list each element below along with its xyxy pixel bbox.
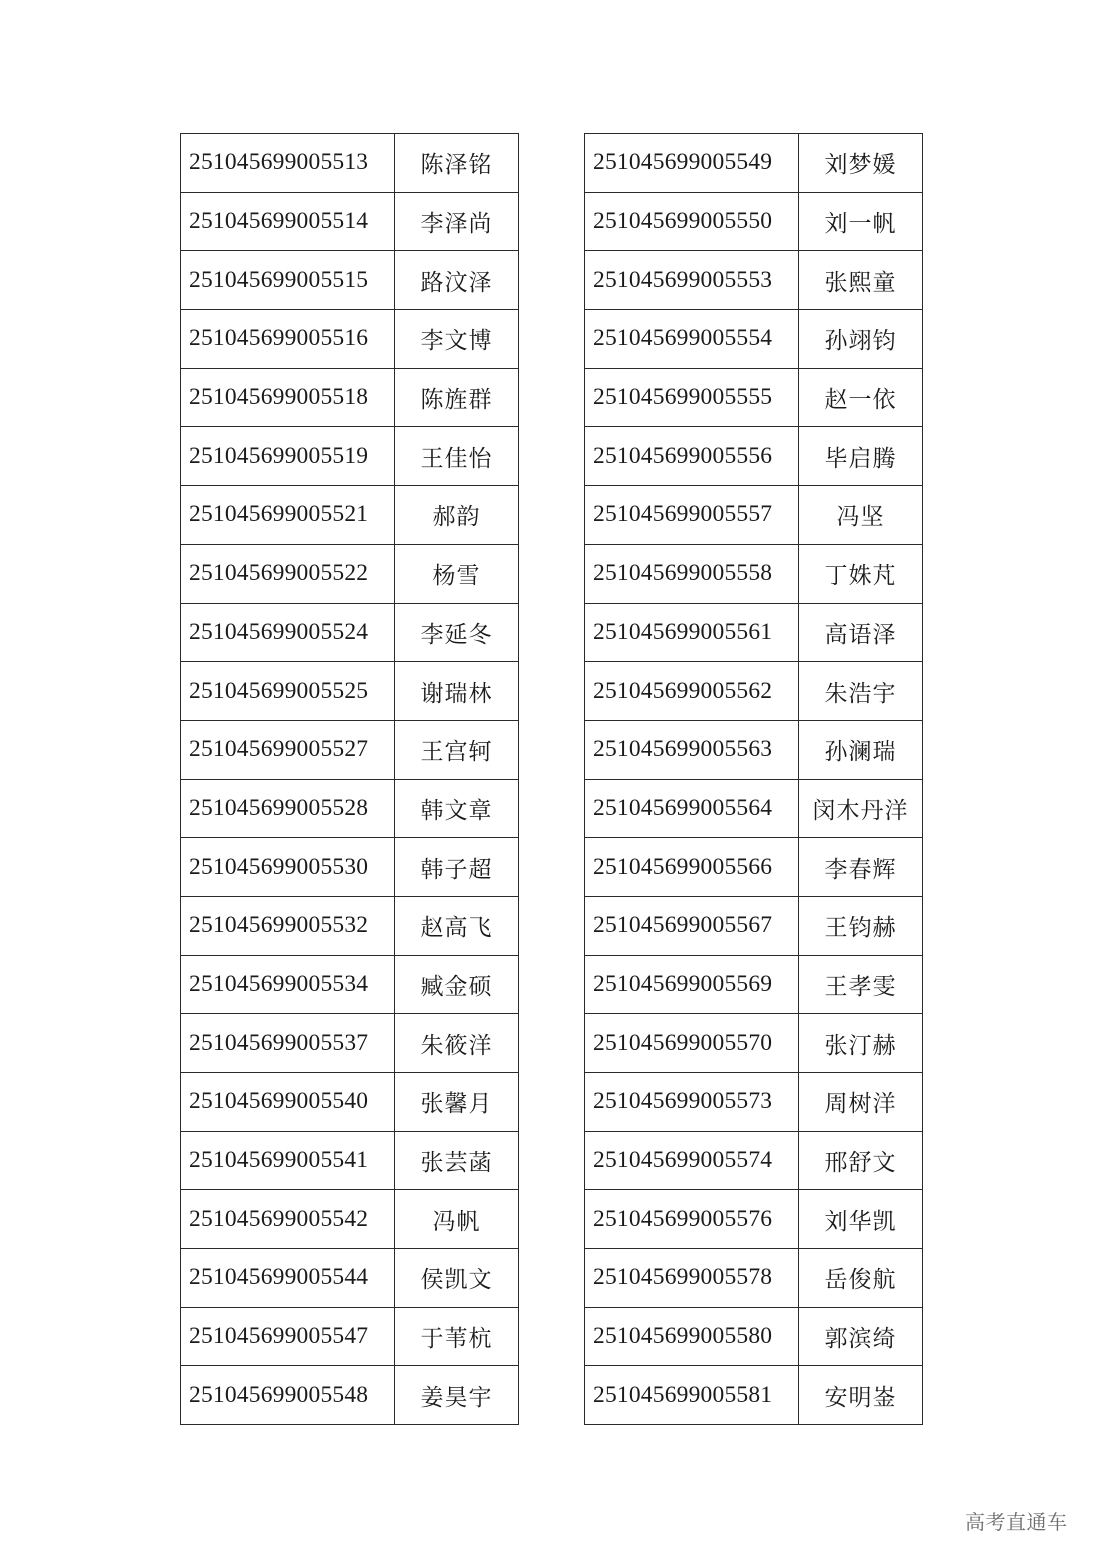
table-row	[181, 603, 519, 662]
table-row	[181, 1190, 519, 1249]
candidate-name-cell: 刘梦媛	[799, 134, 923, 193]
candidate-name-cell: 安明崟	[799, 1366, 923, 1425]
candidate-id-cell: 251045699005561	[585, 603, 799, 662]
table-row	[181, 310, 519, 369]
watermark-text: 高考直通车	[965, 1510, 1068, 1534]
candidate-id-cell: 251045699005521	[181, 486, 395, 545]
candidate-name-cell: 杨雪	[395, 544, 519, 603]
table-row	[181, 427, 519, 486]
candidate-id-cell: 251045699005569	[585, 955, 799, 1014]
candidate-name-cell: 赵高飞	[395, 896, 519, 955]
table-row	[181, 1014, 519, 1073]
candidate-id-cell: 251045699005528	[181, 779, 395, 838]
candidate-id-cell: 251045699005554	[585, 310, 799, 369]
candidate-id-cell: 251045699005544	[181, 1249, 395, 1308]
table-row	[181, 896, 519, 955]
table-row	[585, 779, 923, 838]
candidate-id-cell: 251045699005524	[181, 603, 395, 662]
candidate-name-cell: 孙翊钧	[799, 310, 923, 369]
table-row	[181, 720, 519, 779]
candidate-id-cell: 251045699005555	[585, 368, 799, 427]
candidate-name-cell: 陈泽铭	[395, 134, 519, 193]
roster-table-right-body	[585, 134, 923, 1425]
candidate-name-cell: 冯帆	[395, 1190, 519, 1249]
table-row	[585, 134, 923, 193]
candidate-name-cell: 路汶泽	[395, 251, 519, 310]
candidate-id-cell: 251045699005563	[585, 720, 799, 779]
candidate-name-cell: 张馨月	[395, 1073, 519, 1132]
candidate-name-cell: 张芸菡	[395, 1131, 519, 1190]
candidate-name-cell: 姜昊宇	[395, 1366, 519, 1425]
candidate-id-cell: 251045699005522	[181, 544, 395, 603]
candidate-name-cell: 丁姝芃	[799, 544, 923, 603]
candidate-id-cell: 251045699005567	[585, 896, 799, 955]
candidate-name-cell: 毕启腾	[799, 427, 923, 486]
candidate-id-cell: 251045699005549	[585, 134, 799, 193]
candidate-id-cell: 251045699005564	[585, 779, 799, 838]
candidate-id-cell: 251045699005581	[585, 1366, 799, 1425]
table-row	[585, 1131, 923, 1190]
table-row	[181, 1307, 519, 1366]
candidate-id-cell: 251045699005548	[181, 1366, 395, 1425]
table-row	[585, 662, 923, 721]
candidate-name-cell: 岳俊航	[799, 1249, 923, 1308]
table-row	[181, 955, 519, 1014]
candidate-name-cell: 周树洋	[799, 1073, 923, 1132]
candidate-name-cell: 陈旌群	[395, 368, 519, 427]
candidate-id-cell: 251045699005519	[181, 427, 395, 486]
candidate-name-cell: 闵木丹洋	[799, 779, 923, 838]
candidate-id-cell: 251045699005550	[585, 192, 799, 251]
table-row	[181, 486, 519, 545]
table-row	[585, 368, 923, 427]
candidate-id-cell: 251045699005540	[181, 1073, 395, 1132]
candidate-name-cell: 张汀赫	[799, 1014, 923, 1073]
table-row	[585, 1073, 923, 1132]
candidate-id-cell: 251045699005542	[181, 1190, 395, 1249]
table-row	[181, 544, 519, 603]
candidate-name-cell: 韩文章	[395, 779, 519, 838]
candidate-name-cell: 张熙童	[799, 251, 923, 310]
candidate-name-cell: 郭滨绮	[799, 1307, 923, 1366]
candidate-id-cell: 251045699005527	[181, 720, 395, 779]
candidate-id-cell: 251045699005580	[585, 1307, 799, 1366]
candidate-name-cell: 于苇杭	[395, 1307, 519, 1366]
candidate-id-cell: 251045699005515	[181, 251, 395, 310]
candidate-id-cell: 251045699005532	[181, 896, 395, 955]
candidate-id-cell: 251045699005525	[181, 662, 395, 721]
candidate-id-cell: 251045699005537	[181, 1014, 395, 1073]
table-row	[181, 1366, 519, 1425]
candidate-name-cell: 韩子超	[395, 838, 519, 897]
candidate-id-cell: 251045699005562	[585, 662, 799, 721]
candidate-id-cell: 251045699005516	[181, 310, 395, 369]
table-row	[181, 192, 519, 251]
table-row	[181, 1249, 519, 1308]
table-row	[585, 1366, 923, 1425]
table-row	[585, 603, 923, 662]
candidate-id-cell: 251045699005513	[181, 134, 395, 193]
table-row	[585, 1190, 923, 1249]
table-row	[181, 838, 519, 897]
candidate-id-cell: 251045699005556	[585, 427, 799, 486]
candidate-name-cell: 王宫轲	[395, 720, 519, 779]
candidate-id-cell: 251045699005578	[585, 1249, 799, 1308]
table-row	[181, 662, 519, 721]
candidate-name-cell: 李延冬	[395, 603, 519, 662]
table-row	[181, 1073, 519, 1132]
table-row	[585, 955, 923, 1014]
table-row	[181, 1131, 519, 1190]
candidate-id-cell: 251045699005570	[585, 1014, 799, 1073]
candidate-name-cell: 高语泽	[799, 603, 923, 662]
candidate-id-cell: 251045699005566	[585, 838, 799, 897]
table-row	[585, 1307, 923, 1366]
candidate-id-cell: 251045699005547	[181, 1307, 395, 1366]
candidate-name-cell: 朱筱洋	[395, 1014, 519, 1073]
candidate-name-cell: 谢瑞林	[395, 662, 519, 721]
table-row	[181, 779, 519, 838]
table-row	[585, 838, 923, 897]
candidate-name-cell: 孙澜瑞	[799, 720, 923, 779]
candidate-name-cell: 李泽尚	[395, 192, 519, 251]
candidate-name-cell: 王钧赫	[799, 896, 923, 955]
candidate-name-cell: 臧金硕	[395, 955, 519, 1014]
table-row	[585, 486, 923, 545]
candidate-id-cell: 251045699005541	[181, 1131, 395, 1190]
candidate-name-cell: 刘华凯	[799, 1190, 923, 1249]
candidate-name-cell: 冯坚	[799, 486, 923, 545]
candidate-name-cell: 郝韵	[395, 486, 519, 545]
candidate-name-cell: 王孝雯	[799, 955, 923, 1014]
table-row	[585, 427, 923, 486]
candidate-id-cell: 251045699005530	[181, 838, 395, 897]
roster-table-right	[584, 133, 923, 1425]
table-row	[181, 368, 519, 427]
candidate-id-cell: 251045699005558	[585, 544, 799, 603]
table-row	[585, 1014, 923, 1073]
roster-table-left-body	[181, 134, 519, 1425]
candidate-id-cell: 251045699005534	[181, 955, 395, 1014]
candidate-id-cell: 251045699005553	[585, 251, 799, 310]
candidate-id-cell: 251045699005514	[181, 192, 395, 251]
table-row	[585, 720, 923, 779]
table-row	[585, 544, 923, 603]
table-row	[585, 192, 923, 251]
candidate-id-cell: 251045699005518	[181, 368, 395, 427]
candidate-name-cell: 邢舒文	[799, 1131, 923, 1190]
candidate-id-cell: 251045699005573	[585, 1073, 799, 1132]
candidate-name-cell: 赵一依	[799, 368, 923, 427]
candidate-name-cell: 侯凯文	[395, 1249, 519, 1308]
candidate-name-cell: 刘一帆	[799, 192, 923, 251]
candidate-name-cell: 李春辉	[799, 838, 923, 897]
candidate-name-cell: 朱浩宇	[799, 662, 923, 721]
candidate-name-cell: 王佳怡	[395, 427, 519, 486]
table-row	[181, 134, 519, 193]
candidate-name-cell: 李文博	[395, 310, 519, 369]
table-row	[585, 1249, 923, 1308]
table-row	[585, 896, 923, 955]
table-row	[181, 251, 519, 310]
table-row	[585, 310, 923, 369]
candidate-id-cell: 251045699005576	[585, 1190, 799, 1249]
roster-table-left	[180, 133, 519, 1425]
candidate-id-cell: 251045699005557	[585, 486, 799, 545]
table-row	[585, 251, 923, 310]
candidate-id-cell: 251045699005574	[585, 1131, 799, 1190]
